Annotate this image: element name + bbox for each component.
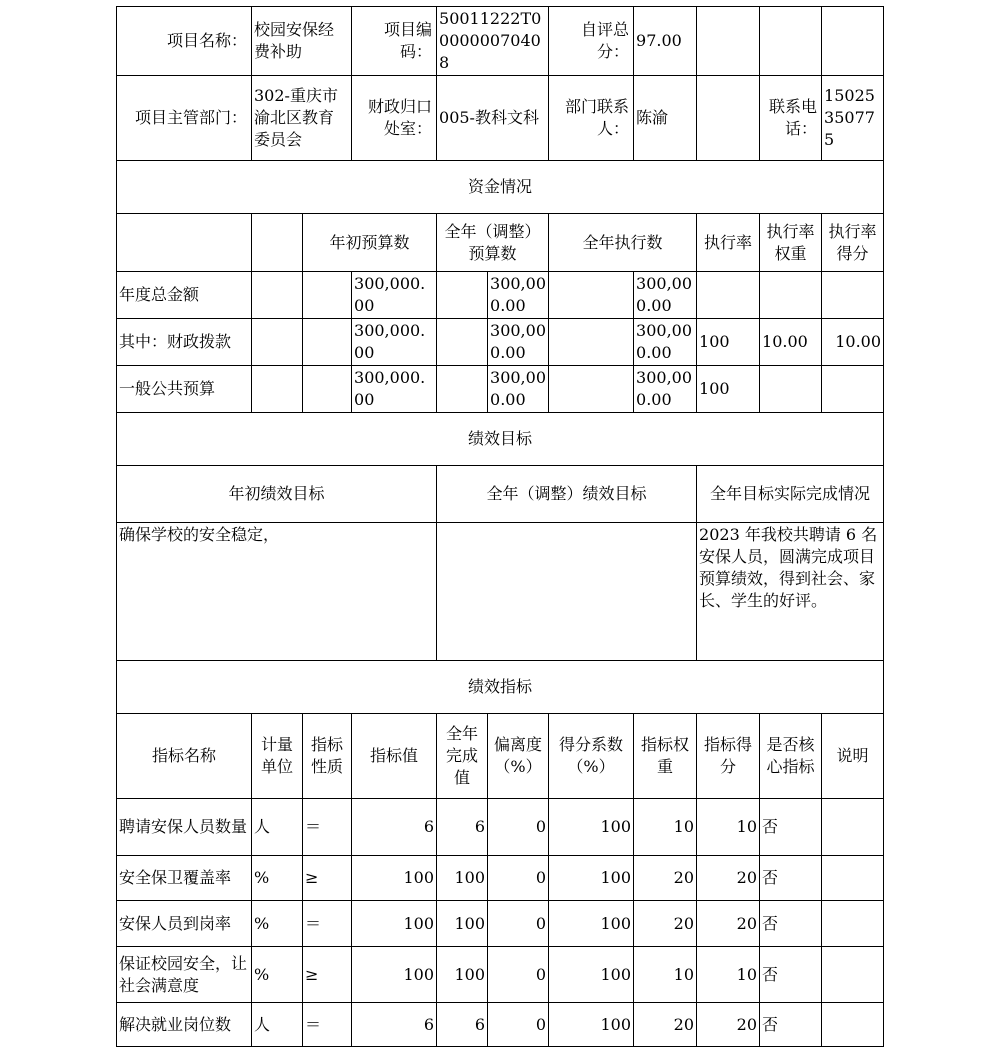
- funds-header-row: [117, 214, 884, 272]
- indicator-value: 6: [352, 1003, 437, 1047]
- empty-cell: [437, 366, 488, 413]
- indicator-row: [117, 1003, 884, 1047]
- indicator-note: [822, 799, 884, 856]
- indicator-note: [822, 947, 884, 1003]
- adjusted-goal-text: [437, 523, 697, 661]
- funds-row-label: 其中：财政拨款: [117, 319, 252, 366]
- self-score-label: 自评总分：: [549, 7, 634, 76]
- indicator-value: 6: [352, 799, 437, 856]
- indicator-note: [822, 901, 884, 947]
- indicator-core: 否: [760, 856, 822, 901]
- indicators-section-title: 绩效指标: [117, 661, 884, 714]
- funds-score: 10.00: [822, 319, 884, 366]
- empty-cell: [303, 366, 352, 413]
- col-initial-budget: 年初预算数: [303, 214, 437, 272]
- empty-cell: [252, 272, 303, 319]
- funds-initial: 300,000.00: [352, 366, 437, 413]
- indicator-deviation: 0: [488, 1003, 549, 1047]
- goals-section-row: [117, 413, 884, 466]
- indicator-core: 否: [760, 947, 822, 1003]
- header-row-project: [117, 7, 884, 76]
- indicator-value: 100: [352, 856, 437, 901]
- funds-executed: 300,000.00: [634, 272, 697, 319]
- funds-rate: 100: [697, 319, 760, 366]
- funds-row: [117, 366, 884, 413]
- empty-cell: [549, 272, 634, 319]
- indicator-name: 安全保卫覆盖率: [117, 856, 252, 901]
- performance-evaluation-table: [116, 6, 884, 1047]
- hdr-score: 指标得分: [697, 714, 760, 799]
- indicator-actual: 100: [437, 901, 488, 947]
- empty-cell: [252, 319, 303, 366]
- contact-label: 部门联系人：: [549, 76, 634, 161]
- indicator-value: 100: [352, 901, 437, 947]
- col-adjusted-goal: 全年（调整）绩效目标: [437, 466, 697, 523]
- goals-header-row: [117, 466, 884, 523]
- hdr-target-value: 指标值: [352, 714, 437, 799]
- funds-rate: [697, 272, 760, 319]
- hdr-note: 说明: [822, 714, 884, 799]
- indicator-unit: 人: [252, 1003, 303, 1047]
- indicator-coef: 100: [549, 856, 634, 901]
- funds-weight: [760, 272, 822, 319]
- indicator-nature: ＝: [303, 901, 352, 947]
- hdr-weight: 指标权重: [634, 714, 697, 799]
- indicator-deviation: 0: [488, 799, 549, 856]
- funds-adjusted: 300,000.00: [488, 319, 549, 366]
- indicator-note: [822, 1003, 884, 1047]
- funds-weight: [760, 366, 822, 413]
- hdr-indicator-name: 指标名称: [117, 714, 252, 799]
- dept-value: 302-重庆市渝北区教育委员会: [252, 76, 352, 161]
- indicator-deviation: 0: [488, 947, 549, 1003]
- col-rate-score: 执行率得分: [822, 214, 884, 272]
- empty-cell: [437, 319, 488, 366]
- funds-row: [117, 272, 884, 319]
- indicator-weight: 10: [634, 947, 697, 1003]
- funds-row-label: 年度总金额: [117, 272, 252, 319]
- indicator-unit: %: [252, 901, 303, 947]
- indicator-coef: 100: [549, 1003, 634, 1047]
- hdr-core: 是否核心指标: [760, 714, 822, 799]
- goals-content-row: [117, 523, 884, 661]
- indicator-weight: 20: [634, 901, 697, 947]
- finance-value: 005-教科文科: [437, 76, 549, 161]
- indicator-name: 聘请安保人员数量: [117, 799, 252, 856]
- empty-cell: [252, 214, 303, 272]
- indicator-score: 20: [697, 901, 760, 947]
- indicator-coef: 100: [549, 901, 634, 947]
- funds-adjusted: 300,000.00: [488, 272, 549, 319]
- indicator-unit: 人: [252, 799, 303, 856]
- empty-cell: [697, 76, 760, 161]
- funds-initial: 300,000.00: [352, 319, 437, 366]
- indicator-actual: 6: [437, 799, 488, 856]
- indicator-nature: ≥: [303, 856, 352, 901]
- indicator-row: [117, 856, 884, 901]
- project-code-value: 50011222T000000070408: [437, 7, 549, 76]
- indicator-weight: 20: [634, 856, 697, 901]
- project-code-label: 项目编码：: [352, 7, 437, 76]
- indicator-coef: 100: [549, 799, 634, 856]
- funds-executed: 300,000.00: [634, 319, 697, 366]
- funds-initial: 300,000.00: [352, 272, 437, 319]
- indicator-nature: ≥: [303, 947, 352, 1003]
- indicator-core: 否: [760, 901, 822, 947]
- project-name-value: 校园安保经费补助: [252, 7, 352, 76]
- indicator-score: 10: [697, 947, 760, 1003]
- col-rate-weight: 执行率权重: [760, 214, 822, 272]
- indicator-actual: 6: [437, 1003, 488, 1047]
- indicator-name: 保证校园安全，让社会满意度: [117, 947, 252, 1003]
- funds-weight: 10.00: [760, 319, 822, 366]
- indicator-row: [117, 947, 884, 1003]
- indicator-actual: 100: [437, 947, 488, 1003]
- indicator-weight: 10: [634, 799, 697, 856]
- actual-completion-text: 2023 年我校共聘请 6 名安保人员，圆满完成项目预算绩效，得到社会、家长、学生的好评。: [697, 523, 884, 661]
- initial-goal-text: 确保学校的安全稳定，: [117, 523, 437, 661]
- empty-cell: [760, 7, 822, 76]
- indicator-score: 10: [697, 799, 760, 856]
- dept-label: 项目主管部门：: [117, 76, 252, 161]
- empty-cell: [117, 214, 252, 272]
- col-initial-goal: 年初绩效目标: [117, 466, 437, 523]
- empty-cell: [822, 7, 884, 76]
- indicator-score: 20: [697, 1003, 760, 1047]
- empty-cell: [549, 366, 634, 413]
- col-executed: 全年执行数: [549, 214, 697, 272]
- hdr-unit: 计量单位: [252, 714, 303, 799]
- contact-value: 陈渝: [634, 76, 697, 161]
- hdr-score-coef: 得分系数（%）: [549, 714, 634, 799]
- indicator-core: 否: [760, 799, 822, 856]
- hdr-actual-value: 全年完成值: [437, 714, 488, 799]
- col-actual-completion: 全年目标实际完成情况: [697, 466, 884, 523]
- indicator-name: 解决就业岗位数: [117, 1003, 252, 1047]
- funds-section-row: [117, 161, 884, 214]
- finance-label: 财政归口处室：: [352, 76, 437, 161]
- indicators-section-row: [117, 661, 884, 714]
- funds-row-label: 一般公共预算: [117, 366, 252, 413]
- funds-adjusted: 300,000.00: [488, 366, 549, 413]
- col-adjusted-budget: 全年（调整）预算数: [437, 214, 549, 272]
- empty-cell: [697, 7, 760, 76]
- funds-score: [822, 272, 884, 319]
- empty-cell: [252, 366, 303, 413]
- empty-cell: [303, 272, 352, 319]
- funds-rate: 100: [697, 366, 760, 413]
- header-row-department: [117, 76, 884, 161]
- indicator-coef: 100: [549, 947, 634, 1003]
- funds-row: [117, 319, 884, 366]
- hdr-deviation: 偏离度（%）: [488, 714, 549, 799]
- hdr-nature: 指标性质: [303, 714, 352, 799]
- indicator-nature: ＝: [303, 799, 352, 856]
- project-name-label: 项目名称：: [117, 7, 252, 76]
- indicators-header-row: [117, 714, 884, 799]
- indicator-name: 安保人员到岗率: [117, 901, 252, 947]
- self-score-value: 97.00: [634, 7, 697, 76]
- indicator-row: [117, 799, 884, 856]
- funds-section-title: 资金情况: [117, 161, 884, 214]
- indicator-unit: %: [252, 856, 303, 901]
- empty-cell: [303, 319, 352, 366]
- goals-section-title: 绩效目标: [117, 413, 884, 466]
- phone-label: 联系电话：: [760, 76, 822, 161]
- indicator-weight: 20: [634, 1003, 697, 1047]
- col-exec-rate: 执行率: [697, 214, 760, 272]
- indicator-core: 否: [760, 1003, 822, 1047]
- phone-value: 15025350775: [822, 76, 884, 161]
- indicator-note: [822, 856, 884, 901]
- indicator-deviation: 0: [488, 856, 549, 901]
- indicator-deviation: 0: [488, 901, 549, 947]
- indicator-nature: ＝: [303, 1003, 352, 1047]
- indicator-value: 100: [352, 947, 437, 1003]
- indicator-actual: 100: [437, 856, 488, 901]
- funds-score: [822, 366, 884, 413]
- indicator-row: [117, 901, 884, 947]
- funds-executed: 300,000.00: [634, 366, 697, 413]
- empty-cell: [437, 272, 488, 319]
- indicator-unit: %: [252, 947, 303, 1003]
- empty-cell: [549, 319, 634, 366]
- indicator-score: 20: [697, 856, 760, 901]
